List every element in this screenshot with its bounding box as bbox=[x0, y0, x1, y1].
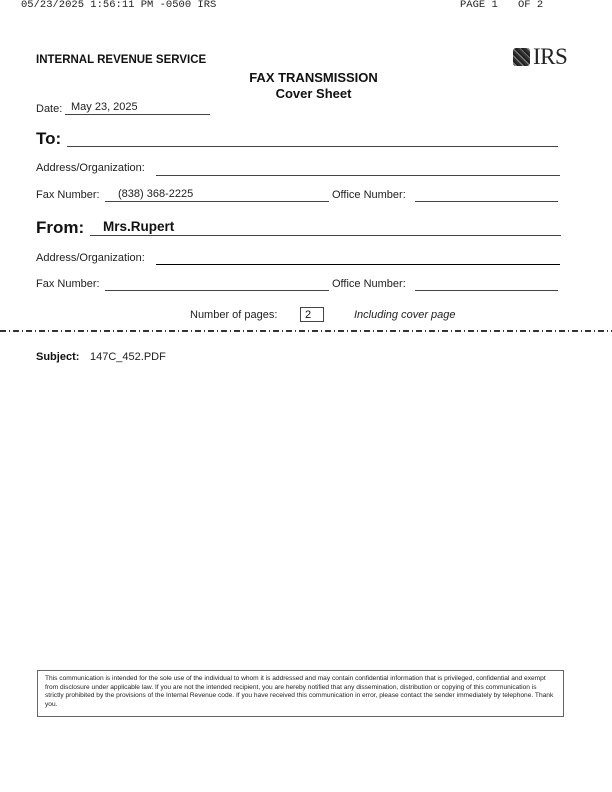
date-value[interactable]: May 23, 2025 bbox=[71, 101, 138, 113]
fax-timestamp: 05/23/2025 1:56:11 PM -0500 IRS bbox=[21, 0, 217, 11]
pages-label: Number of pages: bbox=[190, 309, 278, 321]
pages-count-box[interactable]: 2 bbox=[300, 307, 324, 322]
to-fax-underline bbox=[105, 201, 329, 202]
from-fax-label: Fax Number: bbox=[36, 278, 100, 290]
document-subtitle: Cover Sheet bbox=[275, 86, 352, 101]
pages-note: Including cover page bbox=[354, 309, 456, 321]
to-label: To: bbox=[36, 129, 62, 148]
subject-label: Subject: bbox=[36, 351, 80, 363]
to-field[interactable] bbox=[67, 146, 558, 147]
to-address-label: Address/Organization: bbox=[36, 162, 145, 174]
to-fax-value[interactable]: (838) 368-2225 bbox=[118, 188, 194, 200]
from-address-label: Address/Organization: bbox=[36, 252, 145, 264]
subject-value[interactable]: 147C_452.PDF bbox=[90, 351, 166, 363]
confidentiality-disclaimer: This communication is intended for the sole use of the individual to whom it is addressed and may contain confidential information that is privileged, confidential and exempt from disclosure under applicable law. If you are not the intended recipient, you are hereby notified that any dissemination, distribution or copying of this communication is strictly prohibited by the provisions of the Internal Revenue code. If you have received this communication in error, please contact the sender immediately by telephone. Thank you. bbox=[37, 670, 564, 717]
fax-page-label: PAGE 1 bbox=[460, 0, 498, 11]
fax-page-total: OF 2 bbox=[518, 0, 544, 11]
irs-logo bbox=[513, 44, 567, 70]
document-title: FAX TRANSMISSION bbox=[249, 70, 378, 85]
date-label: Date: bbox=[36, 103, 63, 115]
date-underline bbox=[65, 114, 210, 115]
to-office-field[interactable] bbox=[415, 201, 558, 202]
to-fax-label: Fax Number: bbox=[36, 189, 100, 201]
from-office-label: Office Number: bbox=[332, 278, 406, 290]
to-office-label: Office Number: bbox=[332, 189, 406, 201]
from-label: From: bbox=[36, 218, 85, 237]
from-office-field[interactable] bbox=[415, 290, 558, 291]
from-value[interactable]: Mrs.Rupert bbox=[103, 219, 175, 234]
agency-name: INTERNAL REVENUE SERVICE bbox=[36, 54, 207, 66]
irs-logo-text: IRS bbox=[533, 44, 568, 69]
from-address-field[interactable] bbox=[156, 264, 560, 265]
dash-dot-separator bbox=[0, 330, 612, 332]
irs-eagle-icon bbox=[513, 48, 530, 66]
to-address-field[interactable] bbox=[156, 175, 560, 176]
from-underline bbox=[90, 235, 561, 236]
from-fax-field[interactable] bbox=[105, 290, 329, 291]
